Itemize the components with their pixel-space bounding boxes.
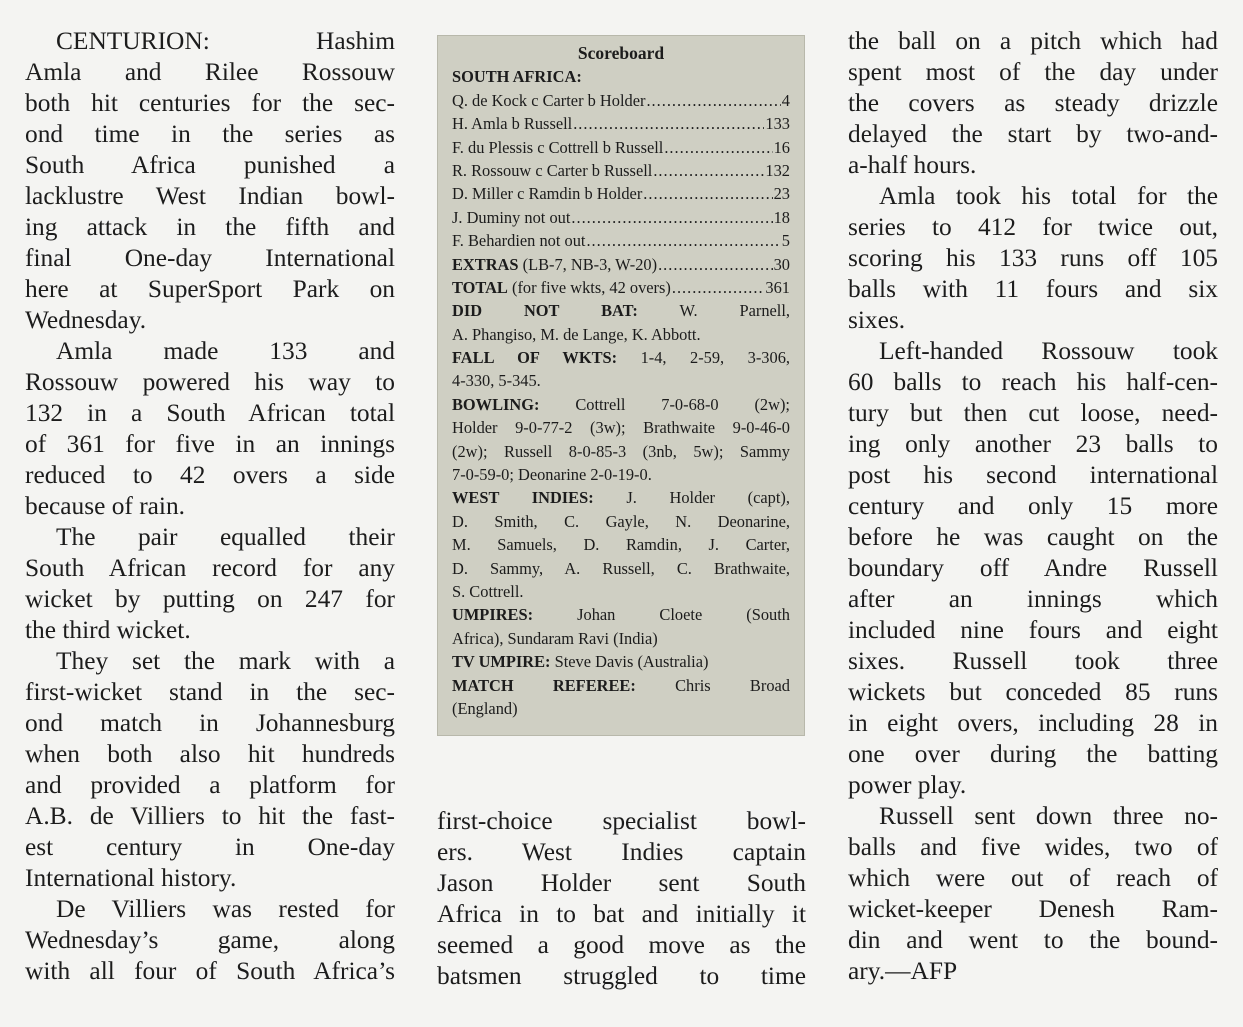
article-line: sixes. Russell took three [848,647,1218,675]
scoreboard-line [452,557,790,580]
leader-dots [664,136,772,159]
extras-row: EXTRAS (LB-7, NB-3, W-20) ..... 30 [452,253,790,276]
article-line: which were out of reach of [848,864,1218,892]
scoreboard-text: Johan Cloete (South [577,605,790,625]
scoreboard-text: J. Holder (capt), [626,488,790,508]
scoreboard-line [452,697,790,720]
article-line: din and went to the bound- [848,926,1218,954]
scoreboard-line [452,603,790,626]
article-line: Wednesday. [25,306,147,334]
article-line: 60 balls to reach his half-cen- [848,368,1218,396]
article-line: first-wicket stand in the sec- [25,678,395,706]
article-line: power play. [848,771,967,799]
article-line: spent most of the day under [848,58,1218,86]
scoreboard-label: WEST INDIES: [452,488,594,508]
batsman-name: J. Duminy not out [452,207,571,227]
scoreboard-label: FALL OF WKTS: [452,348,618,368]
leader-dots [586,229,780,252]
scoreboard-text: (2w); Russell 8-0-85-3 (3nb, 5w); Sammy [452,441,790,461]
batsman-name: F. Behardien not out [452,231,586,251]
batsman-runs: 5 [781,231,790,251]
article-line: Rossouw powered his way to [25,368,395,396]
scoreboard-text: Steve Davis (Australia) [554,652,709,672]
batting-list [452,89,790,253]
scoreboard-text: 1-4, 2-59, 3-306, [640,348,790,368]
batsman-runs: 18 [773,207,790,227]
article-line: Wednesday’s game, along [25,926,395,954]
scoreboard-text: Holder 9-0-77-2 (3w); Brathwaite 9-0-46-0 [452,418,790,438]
article-line: Russell sent down three no- [879,802,1218,830]
article-line: lacklustre West Indian bowl- [25,182,395,210]
scoreboard-text: W. Parnell, [679,301,790,321]
article-line: reduced to 42 overs a side [25,461,395,489]
scoreboard-text: M. Samuels, D. Ramdin, J. Carter, [452,535,790,555]
article-line: final One-day International [25,244,395,272]
article-line: De Villiers was rested for [56,895,395,923]
article-line: delayed the start by two-and- [848,120,1218,148]
article-line: with all four of South Africa’s [25,957,395,985]
article-line: wickets but conceded 85 runs [848,678,1218,706]
article-line: CENTURION: Hashim [56,27,395,55]
batsman-name: R. Rossouw c Carter b Russell [452,160,653,180]
article-line: Amla took his total for the [879,182,1218,210]
article-line: balls and five wides, two of [848,833,1218,861]
article-line: Left-handed Rossouw took [879,337,1218,365]
batting-row [452,206,790,229]
batting-row [452,159,790,182]
article-line: ers. West Indies captain [437,838,806,866]
article-line: the third wicket. [25,616,191,644]
article-line: here at SuperSport Park on [25,275,395,303]
team-heading: SOUTH AFRICA: [452,67,582,87]
scoreboard-line [452,627,790,650]
article-line: boundary off Andre Russell [848,554,1218,582]
scoreboard-text: D. Sammy, A. Russell, C. Brathwaite, [452,558,790,578]
scoreboard-line [452,650,790,673]
article-line: wicket by putting on 247 for [25,585,395,613]
article-line: included nine fours and eight [848,616,1218,644]
scoreboard-line [452,486,790,509]
article-line: after an innings which [848,585,1218,613]
batting-row [452,89,790,112]
article-line: and provided a platform for [25,771,395,799]
article-line: Amla and Rilee Rossouw [25,58,395,86]
batsman-runs: 16 [773,137,790,157]
scoreboard-line [452,674,790,697]
article-column-1 [25,26,395,987]
article-line: when both also hit hundreds [25,740,395,768]
article-line: ond match in Johannesburg [25,709,395,737]
article-line: of 361 for five in an innings [25,430,395,458]
scoreboard-text: Africa), Sundaram Ravi (India) [452,628,658,648]
article-line: seemed a good move as the [437,931,806,959]
scoreboard-text: A. Phangiso, M. de Lange, K. Abbott. [452,324,701,344]
leader-dots [646,89,780,112]
article-line: South Africa punished a [25,151,395,179]
article-line: both hit centuries for the sec- [25,89,395,117]
article-line: one over during the batting [848,740,1218,768]
article-line: sixes. [848,306,906,334]
scoreboard-line [452,533,790,556]
scoreboard-line [452,346,790,369]
article-line: because of rain. [25,492,186,520]
article-line: balls with 11 fours and six [848,275,1218,303]
batting-row [452,136,790,159]
scoreboard-line [452,440,790,463]
article-line: first-choice specialist bowl- [437,807,806,835]
total-row: TOTAL (for five wkts, 42 overs) ..... 361 [452,276,790,299]
scoreboard-text: Chris Broad [675,675,790,695]
article-line: est century in One-day [25,833,395,861]
batsman-runs: 4 [781,90,790,110]
scoreboard-line [452,416,790,439]
scoreboard-line [452,369,790,392]
scoreboard-text: 7-0-59-0; Deonarine 2-0-19-0. [452,465,652,485]
article-line: Jason Holder sent South [437,869,806,897]
batsman-name: H. Amla b Russell [452,114,573,134]
batsman-name: Q. de Kock c Carter b Holder [452,90,646,110]
article-line: series to 412 for twice out, [848,213,1218,241]
scoreboard-label: UMPIRES: [452,605,534,625]
article-column-3 [848,26,1218,987]
batsman-name: D. Miller c Ramdin b Holder [452,184,643,204]
batsman-name: F. du Plessis c Cottrell b Russell [452,137,664,157]
article-line: The pair equalled their [56,523,395,551]
article-column-2 [437,806,806,992]
leader-dots [643,182,772,205]
article-line: International history. [25,864,237,892]
scoreboard-line [452,580,790,603]
scoreboard-label: DID NOT BAT: [452,301,638,321]
scoreboard-text: Cottrell 7-0-68-0 (2w); [575,394,790,414]
article-line: wicket-keeper Denesh Ram- [848,895,1218,923]
scoreboard-line [452,323,790,346]
article-line: before he was caught on the [848,523,1218,551]
article-line: the covers as steady drizzle [848,89,1218,117]
article-line: ary.—AFP [848,957,958,985]
batsman-runs: 133 [765,114,790,134]
article-line: century and only 15 more [848,492,1218,520]
article-line: A.B. de Villiers to hit the fast- [25,802,395,830]
article-line: a-half hours. [848,151,977,179]
scoreboard-label: TV UMPIRE: [452,652,551,672]
scoreboard-text: 4-330, 5-345. [452,371,541,391]
article-line: the ball on a pitch which had [848,27,1218,55]
article-line: tury but then cut loose, need- [848,399,1218,427]
scoreboard-line [452,299,790,322]
batting-row [452,182,790,205]
article-line: ing attack in the fifth and [25,213,395,241]
scoreboard-line [452,463,790,486]
batting-row [452,229,790,252]
article-line: batsmen struggled to time [437,962,806,990]
batting-row [452,112,790,135]
scoreboard-line [452,510,790,533]
article-line: Amla made 133 and [56,337,395,365]
article-line: They set the mark with a [56,647,395,675]
article-line: scoring his 133 runs off 105 [848,244,1218,272]
scoreboard-title: Scoreboard [577,43,665,63]
scoreboard-label: BOWLING: [452,394,540,414]
leader-dots [653,159,764,182]
article-line: post his second international [848,461,1218,489]
leader-dots [573,112,764,135]
leader-dots [571,206,772,229]
scoreboard-line [452,393,790,416]
article-line: in eight overs, including 28 in [848,709,1218,737]
batsman-runs: 132 [765,160,790,180]
article-line: Africa in to bat and initially it [437,900,806,928]
scoreboard-details [452,299,790,720]
scoreboard-box [437,35,805,736]
batsman-runs: 23 [773,184,790,204]
scoreboard-text: D. Smith, C. Gayle, N. Deonarine, [452,511,790,531]
article-line: ing only another 23 balls to [848,430,1218,458]
article-line: 132 in a South African total [25,399,395,427]
scoreboard-text: (England) [452,698,518,718]
article-line: ond time in the series as [25,120,395,148]
scoreboard-text: S. Cottrell. [452,582,524,601]
scoreboard-label: MATCH REFEREE: [452,675,636,695]
article-line: South African record for any [25,554,395,582]
